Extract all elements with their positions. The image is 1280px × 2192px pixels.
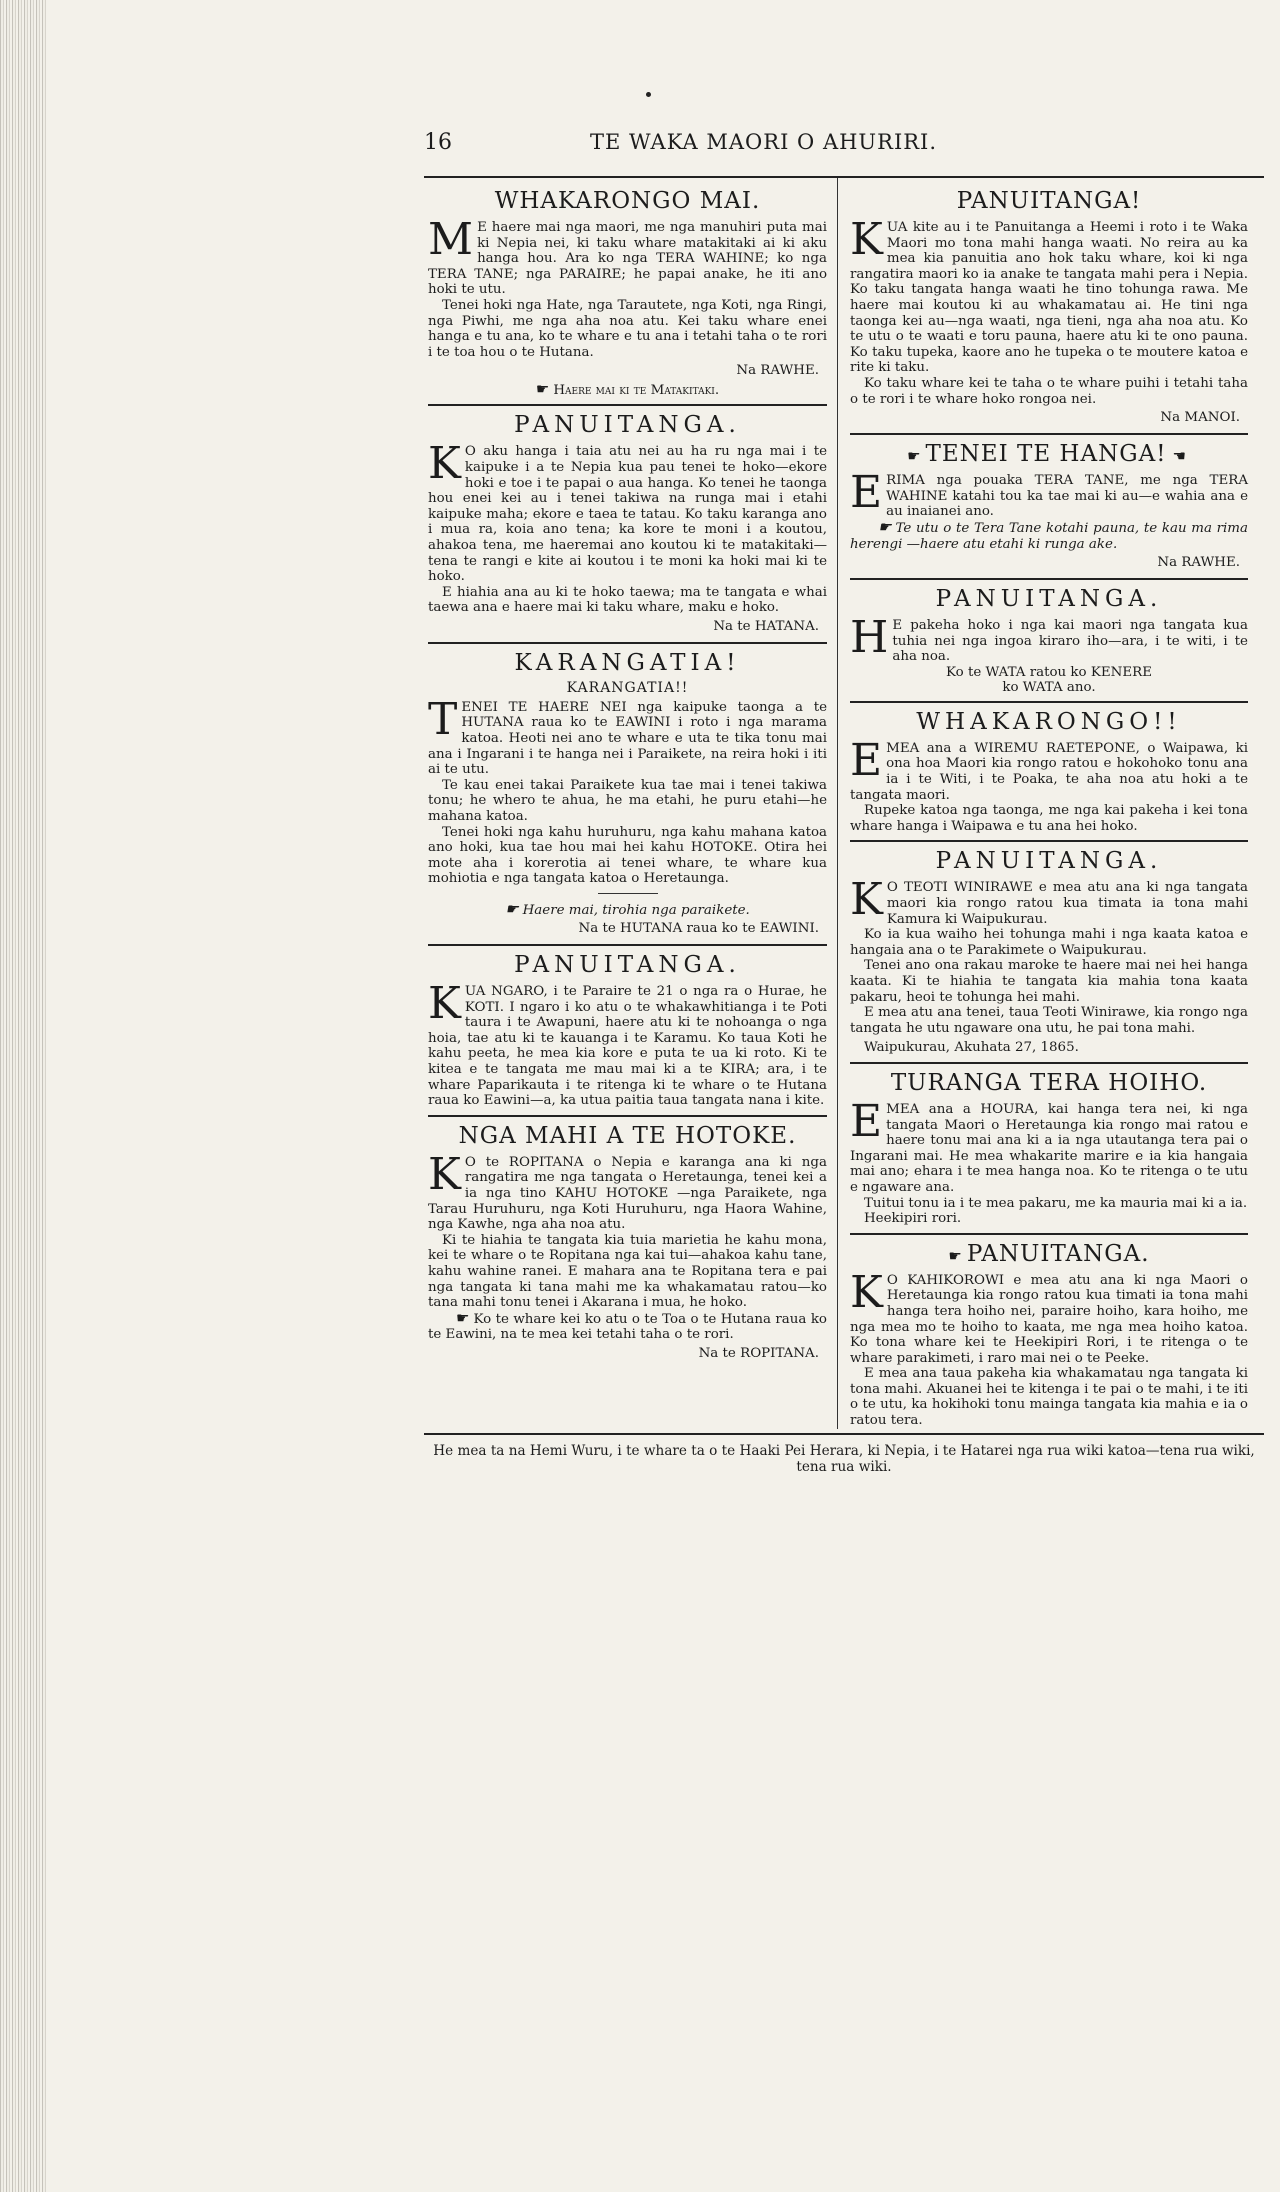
pointing-hand-icon: ☛ <box>878 517 892 536</box>
pointing-hand-icon: ☚ <box>1172 447 1187 466</box>
imprint-footer: He mea ta na Hemi Wuru, i te whare ta o te Haaki Pei Herara, ki Nepia, i te Hatarei nga rua wiki katoa—tena rua wiki, tena rua wiki. <box>424 1433 1264 1475</box>
article-text: E haere mai nga maori, me nga manuhiri puta mai ki Nepia nei, ki taku whare matakitaki ai ki aku hanga hou. Ara ko nga TERA WAHINE; ko nga TERA TANE; nga PARAIRE; he papai anake, he iti ano hoki te utu. <box>428 220 827 298</box>
divider <box>598 893 658 894</box>
article-title: PANUITANGA. <box>966 1240 1150 1267</box>
article-title: WHAKARONGO!! <box>916 708 1182 735</box>
drop-cap: K <box>428 1148 461 1200</box>
signature: Na te HATANA. <box>713 618 819 634</box>
article-text: Ko te whare kei ko atu o te Toa o te Hutana raua ko te Eawini, na te mea kei tetahi taha o te rori. <box>428 1311 827 1343</box>
article-panuitanga-kahikorowi <box>850 1241 1248 1429</box>
pointing-hand-icon: ☛ <box>907 447 922 466</box>
page-header <box>424 130 1264 178</box>
columns <box>424 178 1264 1429</box>
article-text: O TEOTI WINIRAWE e mea atu ana ki nga tangata maori kia rongo ratou kua timata ia tona mahi Kamura ki Waipukurau. <box>886 880 1248 927</box>
signature: Na RAWHE. <box>736 363 819 379</box>
page-number: 16 <box>424 130 452 155</box>
article-title: WHAKARONGO MAI. <box>494 188 761 214</box>
article-title: PANUITANGA. <box>514 412 741 439</box>
drop-cap: E <box>850 734 883 786</box>
article-text: MEA ana a HOURA, kai hanga tera nei, ki nga tangata Maori o Heretaunga kia rongo mai ratou e haere tonu mai ana ki a ia nga utautanga tera pai o Ingarani mai. He mea whakarite marire e ia kia hangaia mai ano; ehara i te mea hanga noa. Ko te ritenga o te utu e ngaware ana. <box>850 1101 1248 1195</box>
ink-speck <box>646 92 651 97</box>
article-text: O te ROPITANA o Nepia e karanga ana ki nga rangatira me nga tangata o Heretaunga, tenei kei a ia nga tino KAHU HOTOKE —nga Paraikete, nga Tarau Huruhuru, nga Koti Huruhuru, nga Haora Wahine, nga Kawhe, nga aha noa atu. <box>428 1154 827 1233</box>
drop-cap: K <box>850 1266 883 1318</box>
book-binding-edge <box>0 0 48 2192</box>
article-text: Heekipiri rori. <box>864 1211 962 1227</box>
article-title: NGA MAHI A TE HOTOKE. <box>458 1122 797 1149</box>
drop-cap: K <box>850 874 883 926</box>
notice-text: Te utu o te Tera Tane kotahi pauna, te kau ma rima herengi —haere atu etahi ki runga ake. <box>850 520 1248 552</box>
right-column <box>837 178 1250 1429</box>
notice-text: Haere mai ki te Matakitaki. <box>553 383 720 399</box>
article-nga-mahi-a-te-hotoke <box>428 1123 827 1361</box>
pointing-hand-icon: ☛ <box>535 380 550 399</box>
signature: Ko te WATA ratou ko KENERE <box>946 664 1152 680</box>
article-text: E mea atu ana tenei, taua Teoti Winirawe, kia rongo nga tangata he utu ngaware ona utu, he pai tona mahi. <box>850 1005 1248 1036</box>
article-panuitanga-1 <box>428 412 827 644</box>
pointing-hand-icon: ☛ <box>505 900 519 918</box>
pointing-hand-icon: ☛ <box>456 1308 470 1327</box>
drop-cap: E <box>850 1095 883 1147</box>
signature: ko WATA ano. <box>1002 679 1096 695</box>
article-title: KARANGATIA! <box>514 649 741 676</box>
article-text: O KAHIKOROWI e mea atu ana ki nga Maori o Heretaunga kia rongo ratou kua timati ia tona mahi hanga tera hoiho nei, paraire hoiho, kara hoiho, me nga mea mo te hoiho to kaata, me nga mea hoiho katoa. Ko tona whare kei te Heekipiri Rori, i te ritenga o te whare parakimeti, i raro mai nei o te Peeke. <box>850 1272 1248 1366</box>
masthead: TE WAKA MAORI O AHURIRI. <box>590 130 938 154</box>
article-text: Ko ia kua waiho hei tohunga mahi i nga kaata katoa e hangaia ana o te Parakimete o Waipukurau. <box>850 927 1248 958</box>
drop-cap: K <box>428 438 461 490</box>
article-text: Tenei hoki nga Hate, nga Tarautete, nga Koti, nga Ringi, nga Piwhi, me nga aha noa atu. Kei taku whare enei hanga e tu ana, ko te whare e tu ana i tetahi taha o te rori i te toa hou o te Hutana. <box>428 297 827 360</box>
article-text: O aku hanga i taia atu nei au ha ru nga mai i te kaipuke i a te Nepia kua pau tenei te hoko—ekore hoki e toe i te papai o aua hanga. Ko tenei he taonga hou enei kei au i tenei takiwa na runga mai i etahi kaipuke maha; ekore e taea te tatau. Ko taku karanga ano i mua ra, koia ano tena; ka kore te moni i a koutou, ahakoa tena, me haeremai ano koutou ki te matakitaki—tena te rangi e kite ai koutou i te moni ka hoki mai ki te hoko. <box>428 444 827 585</box>
article-whakarongo-mai <box>428 188 827 406</box>
article-title: PANUITANGA! <box>956 188 1142 214</box>
left-column <box>424 178 837 1429</box>
newspaper-page <box>424 130 1264 1475</box>
article-title: TURANGA TERA HOIHO. <box>890 1069 1208 1096</box>
article-text: Ki te hiahia te tangata kia tuia marietia he kahu mona, kei te whare o te Ropitana nga kai tui—ahakoa kahu tane, kahu wahine ranei. E mahara ana te Ropitana tera e pai nga tangata ki tana mahi me ka whakamatau ratou—ko tana mahi tonu tenei i Akarana i mua, he hoko. <box>428 1232 827 1311</box>
signature: Na MANOI. <box>1160 410 1240 426</box>
signature: Na RAWHE. <box>1157 555 1240 571</box>
drop-cap: M <box>428 214 474 265</box>
article-title: PANUITANGA. <box>935 848 1163 875</box>
article-text: Tenei hoki nga kahu huruhuru, nga kahu mahana katoa ano hoki, kua tae hou mai hei kahu HOTOKE. Otira hei mote aha i korerotia ai tenei whare, te whare kua mohiotia e nga tangata katoa o Heretaunga. <box>428 824 827 887</box>
article-text: Te kau enei takai Paraikete kua tae mai i tenei takiwa tonu; he whero te ahua, he ma etahi, he puru etahi—he mahana katoa. <box>428 777 827 825</box>
signature: Na te ROPITANA. <box>698 1345 819 1361</box>
article-turanga-tera-hoiho <box>850 1070 1248 1235</box>
drop-cap: K <box>428 978 461 1029</box>
article-title: PANUITANGA. <box>935 586 1163 613</box>
article-text: E pakeha hoko i nga kai maori nga tangata kua tuhia nei nga ingoa kiraro iho—ara, i te witi, i te aha noa. <box>892 618 1248 665</box>
article-panuitanga-2 <box>428 952 827 1117</box>
article-text: Rupeke katoa nga taonga, me nga kai pakeha i kei tona whare hanga i Waipawa e tu ana hei hoko. <box>850 803 1248 834</box>
article-panuitanga-manoi <box>850 188 1248 435</box>
article-text: Tuitui tonu ia i te mea pakaru, me ka mauria mai ki a ia. <box>864 1195 1248 1211</box>
article-text: E mea ana taua pakeha kia whakamatau nga tangata ki tona mahi. Akuanei hei te kitenga i te pai o te mahi, i te iti o te utu, ka hokihoki tonu mainga tangata kia mahia e ia o ratou tera. <box>850 1366 1248 1429</box>
article-text: UA kite au i te Panuitanga a Heemi i roto i te Waka Maori mo tona mahi hanga waati. No reira au ka mea kia panuitia ano hok taku whare, koi ki nga rangatira maori ko ia anake te tangata mahi pera i Nepia. Ko taku tangata hanga waati he tino tohunga rawa. Me haere mai koutou ki au whakamatau ai. He tini nga taonga kei au—nga waati, nga tieni, nga aha noa atu. Ko te utu o te waati e toru pauna, haere atu ki te ono pauna. Ko taku tupeka, kaore ano he tupeka o te moutere katoa e rite ki taku. <box>850 220 1248 376</box>
drop-cap: T <box>428 693 458 745</box>
article-karangatia <box>428 650 827 946</box>
article-whakarongo-raetepone <box>850 709 1248 843</box>
dateline: Waipukurau, Akuhata 27, 1865. <box>864 1040 1079 1056</box>
drop-cap: K <box>850 214 883 265</box>
pointing-hand-icon: ☛ <box>948 1246 963 1265</box>
article-text: MEA ana a WIREMU RAETEPONE, o Waipawa, ki ona hoa Maori kia rongo ratou e hokohoko tonu ana ia i te Witi, i te Poaka, te aha noa atu hoki a te tangata maori. <box>850 740 1248 803</box>
article-text: E hiahia ana au ki te hoko taewa; ma te tangata e whai taewa ana e haere mai ki taku whare, maku e hoko. <box>428 584 827 616</box>
article-text: Tenei ano ona rakau maroke te haere mai nei hei hanga kaata. Ki te hiahia te tangata kia mahia tona kaata pakaru, heoi te tohunga hei mahi. <box>850 958 1248 1005</box>
article-panuitanga-wata <box>850 586 1248 703</box>
article-subtitle: KARANGATIA!! <box>566 679 689 696</box>
drop-cap: H <box>850 612 889 664</box>
article-panuitanga-winirawe <box>850 848 1248 1064</box>
signature: Na te HUTANA raua ko te EAWINI. <box>578 921 819 936</box>
article-text: UA NGARO, i te Paraire te 21 o nga ra o Hurae, he KOTI. I ngaro i ko atu o te whakawhitianga i te Poti taura i te Awapuni, haere atu ki te nohoanga o nga hoia, tae atu ki te kauanga i te Karamu. Ko taua Koti he kahu peeta, he mea kia kore e puta te ua ki roto. Ki te kitea e te tangata me mau mai ki a te KIRA; ara, i te whare Paparikauta i te ritenga ki te whare o te Hutana raua ko Eawini—a, ka utua paitia taua tangata nana i kite. <box>428 984 827 1109</box>
article-tenei-te-hanga <box>850 441 1248 580</box>
article-title: PANUITANGA. <box>514 952 741 978</box>
drop-cap: E <box>850 467 883 519</box>
article-title: TENEI TE HANGA! <box>925 441 1167 468</box>
article-text: RIMA nga pouaka TERA TANE, me nga TERA WAHINE katahi tou ka tae mai ki au—e wahia ana e au inaianei ano. <box>886 473 1248 520</box>
article-text: Ko taku whare kei te taha o te whare puihi i tetahi taha o te rori i te whare hoko rongoa nei. <box>850 375 1248 407</box>
notice-text: Haere mai, tirohia nga paraikete. <box>522 903 750 918</box>
article-text: ENEI TE HAERE NEI nga kaipuke taonga a te HUTANA raua ko te EAWINI i roto i nga marama katoa. Heoti nei ano te whare e uta te tika tonu mai ana i Ingarani i te hanga nei i Paraikete, na reira hoki i iti ai te utu. <box>428 699 827 778</box>
